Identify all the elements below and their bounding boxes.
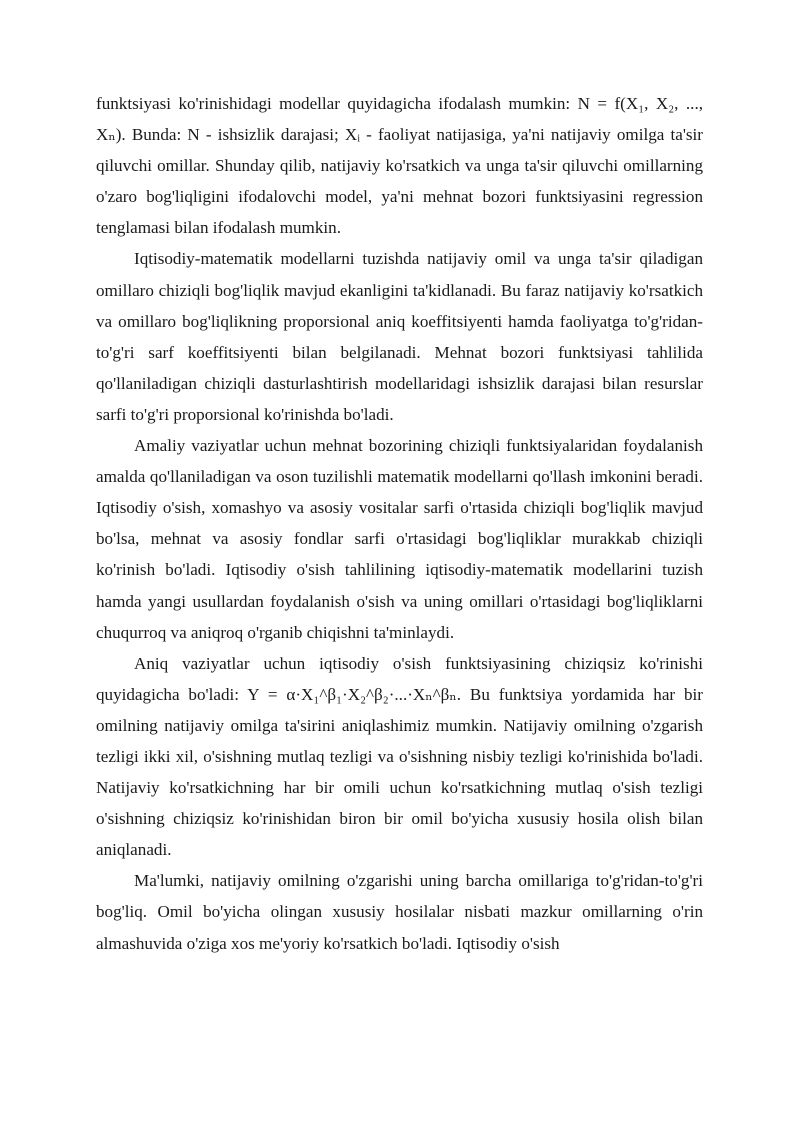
paragraph-2: Iqtisodiy-matematik modellarni tuzishda natijaviy omil va unga ta'sir qiladigan omillaro chiziqli bog'liqlik mavjud ekanligini ta'kidlanadi. Bu faraz natijaviy ko'rsatkich va omillaro bog'liqlikning proporsional aniq koeffitsiyenti hamda faoliyatga to'g'ridan-to'g'ri sarf koeffitsiyenti bilan belgilanadi. Mehnat bozori funktsiyasi tahlilida qo'llaniladigan chiziqli dasturlashtirish modellaridagi ishsizlik darajasi bilan resurslar sarfi to'g'ri proporsional ko'rinishda bo'ladi.: [96, 249, 703, 424]
paragraph-4: Aniq vaziyatlar uchun iqtisodiy o'sish funktsiyasining chiziqsiz ko'rinishi quyidagicha bo'ladi: Y = α·X₁^β₁·X₂^β₂·...·Xₙ^βₙ. Bu funktsiya yordamida har bir omilning natijaviy omilga ta'sirini aniqlashimiz mumkin. Natijaviy omilning o'zgarish tezligi ikki xil, o'sishning mutlaq tezligi va o'sishning nisbiy tezligi ko'rinishida bo'ladi. Natijaviy ko'rsatkichning har bir omili uchun ko'rsatkichning mutlaq o'sish tezligi o'sishning chiziqsiz ko'rinishidan biron bir omil bo'yicha xususiy hosila olish bilan aniqlanadi.: [96, 653, 703, 860]
body-text: [96, 88, 703, 959]
paragraph-5: Ma'lumki, natijaviy omilning o'zgarishi uning barcha omillariga to'g'ridan-to'g'ri bog'liq. Omil bo'yicha olingan xususiy hosilalar nisbati mazkur omillarning o'rin almashuvida o'ziga xos me'yoriy ko'rsatkich bo'ladi. Iqtisodiy o'sish: [96, 871, 703, 953]
paragraph-3: Amaliy vaziyatlar uchun mehnat bozorining chiziqli funktsiyalaridan foydalanish amalda qo'llaniladigan va oson tuzilishli matematik modellarni qo'llash imkonini beradi. Iqtisodiy o'sish, xomashyo va asosiy vositalar sarfi o'rtasida chiziqli bog'liqlik mavjud bo'lsa, mehnat va asosiy fondlar sarfi o'rtasidagi bog'liqliklar murakkab chiziqli ko'rinish bo'ladi. Iqtisodiy o'sish tahlilining iqtisodiy-matematik modellarini tuzish hamda yangi usullardan foydalanish o'sish va uning omillari o'rtasidagi bog'liqliklarni chuqurroq va aniqroq o'rganib chiqishni ta'minlaydi.: [96, 436, 703, 642]
paragraph-1: funktsiyasi ko'rinishidagi modellar quyidagicha ifodalash mumkin: N = f(X₁, X₂, ..., Xₙ). Bunda: N - ishsizlik darajasi; Xᵢ - faoliyat natijasiga, ya'ni natijaviy omilga ta'sir qiluvchi omillar. Shunday qilib, natijaviy ko'rsatkich va unga ta'sir qiluvchi omillarning o'zaro bog'liqligini ifodalovchi model, ya'ni mehnat bozori funktsiyasini regression tenglamasi bilan ifodalash mumkin.: [96, 94, 703, 238]
